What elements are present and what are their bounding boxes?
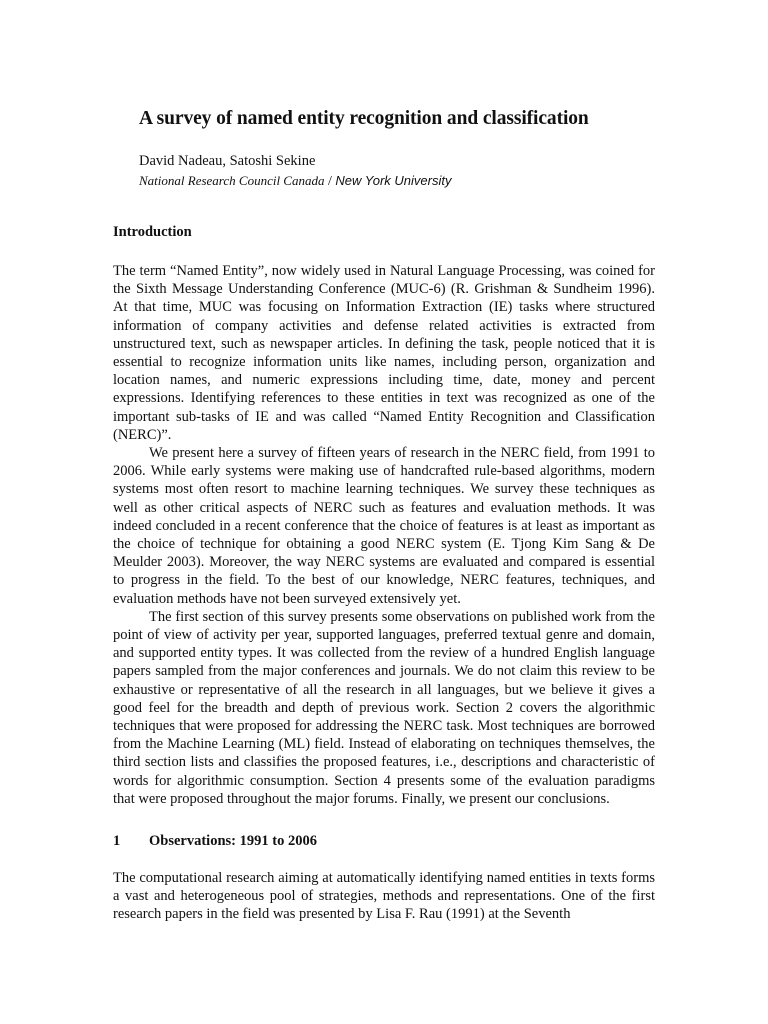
section-1-heading — [113, 833, 317, 850]
section-1-paragraph: The computational research aiming at automatically identifying named entities in texts forms a vast and heterogeneous pool of strategies, methods and representations. One of the first research papers in the field was presented by Lisa F. Rau (1991) at the Seventh — [113, 870, 655, 923]
section-1-number: 1 — [113, 833, 121, 849]
paper-title: A survey of named entity recognition and classification — [139, 108, 589, 129]
affiliation-nyu: New York University — [335, 173, 452, 188]
affiliations — [139, 173, 451, 190]
section-1-title: Observations: 1991 to 2006 — [149, 833, 317, 849]
section-1-body — [113, 869, 655, 924]
affiliation-nrc: National Research Council Canada — [139, 173, 325, 188]
intro-paragraph-3: The first section of this survey presents some observations on published work from the point of view of activity per year, supported languages, preferred textual genre and domain, and supported entity types. It was collected from the review of a hundred English language papers sampled from the major conferences and journals. We do not claim this review to be exhaustive or representative of all the research in all languages, but we believe it gives a good feel for the breadth and depth of previous work. Section 2 covers the algorithmic techniques that were proposed for addressing the NERC task. Most techniques are borrowed from the Machine Learning (ML) field. Instead of elaborating on techniques themselves, the third section lists and classifies the proposed features, i.e., descriptions and characteristic of words for algorithmic consumption. Section 4 presents some of the evaluation paradigms that were proposed throughout the major forums. Finally, we present our conclusions. — [113, 608, 655, 807]
introduction-heading: Introduction — [113, 224, 192, 240]
intro-paragraph-2: We present here a survey of fifteen years of research in the NERC field, from 1991 to 2006. While early systems were making use of handcrafted rule-based algorithms, modern systems most often resort to machine learning techniques. We survey these techniques as well as other critical aspects of NERC such as features and evaluation methods. It was indeed concluded in a recent conference that the choice of features is at least as important as the choice of technique for obtaining a good NERC system (E. Tjong Kim Sang & De Meulder 2003). Moreover, the way NERC systems are evaluated and compared is essential to progress in the field. To the best of our knowledge, NERC features, techniques, and evaluation methods have not been surveyed extensively yet. — [113, 445, 655, 607]
intro-paragraph-1: The term “Named Entity”, now widely used in Natural Language Processing, was coined for the Sixth Message Understanding Conference (MUC-6) (R. Grishman & Sundheim 1996). At that time, MUC was focusing on Information Extraction (IE) tasks where structured information of company activities and defense related activities is extracted from unstructured text, such as newspaper articles. In defining the task, people noticed that it is essential to recognize information units like names, including person, organization and location names, and numeric expressions including time, date, money and percent expressions. Identifying references to these entities in text was recognized as one of the important sub-tasks of IE and was called “Named Entity Recognition and Classification (NERC)”. — [113, 263, 655, 443]
introduction-body — [113, 262, 655, 808]
affiliation-separator: / — [324, 174, 336, 189]
author-names: David Nadeau, Satoshi Sekine — [139, 153, 316, 169]
